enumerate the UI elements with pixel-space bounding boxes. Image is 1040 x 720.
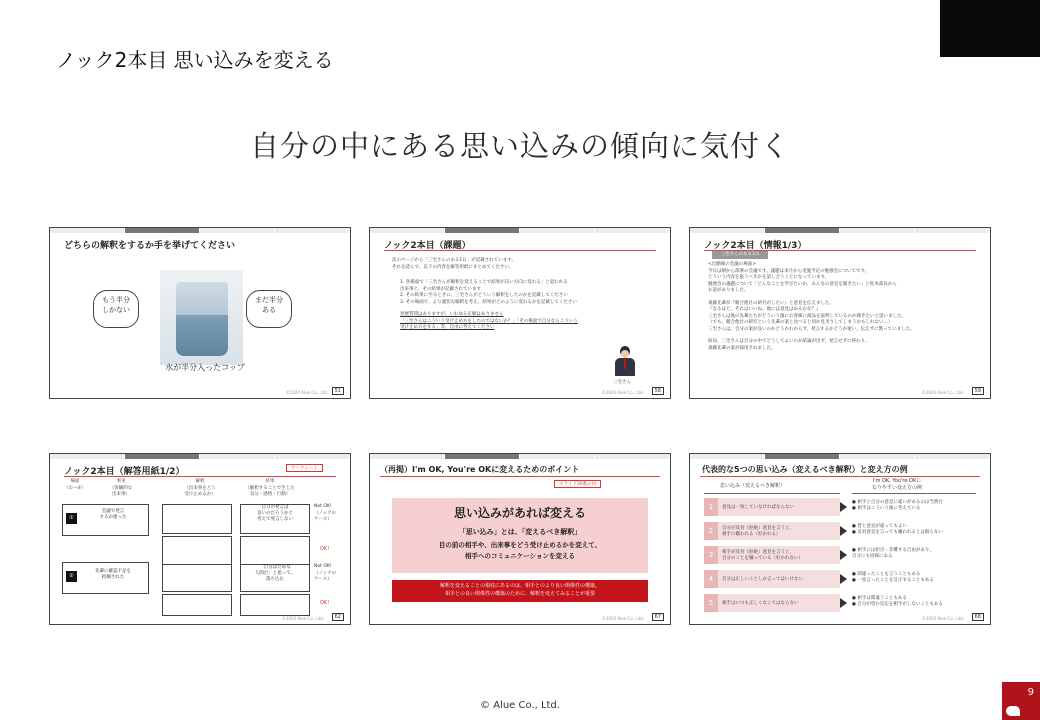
- row-number: 4: [704, 570, 718, 588]
- belief-text: 相手はいつも正しくなくてはならない: [722, 601, 799, 606]
- reference-tag: スライド30番の再: [554, 480, 601, 488]
- slide-thumbnail-2[interactable]: [369, 227, 671, 399]
- slide-title: ノック2本目（解答用紙1/2）: [64, 467, 185, 477]
- progress-bar: [690, 454, 990, 459]
- slide-thumbnail-3[interactable]: [689, 227, 991, 399]
- list-item: 1. 各場面で「三宅さんが解釈を変えることで結果が良い方向に変わる」と思われる: [400, 280, 568, 285]
- slide-number: 62: [332, 613, 344, 621]
- slide-title: どちらの解釈をするか手を挙げてください: [64, 241, 236, 251]
- belief-row-4: [704, 570, 840, 588]
- slide-body: [392, 258, 516, 271]
- belief-row-1: [704, 498, 840, 516]
- bubble-text: しかない: [102, 306, 130, 314]
- red-note-box: [392, 580, 648, 602]
- key-point-line: 相手へのコミュニケーションを変える: [464, 552, 576, 560]
- progress-bar: [50, 454, 350, 459]
- page-header: ノック2本目 思い込みを変える: [56, 48, 334, 72]
- row-2-number: ②: [66, 571, 77, 582]
- slide-footer: ©2020 Alue Co., Ltd.: [281, 616, 324, 621]
- key-point-line: 目の前の相手や、出来事をどう受け止めるかを変えて、: [438, 541, 602, 549]
- row-2-result: 「自分はだめな 人間だ」と思って、 落ち込む: [240, 564, 310, 592]
- slide-footer: ©2020 Alue Co., Ltd.: [921, 390, 964, 395]
- story-line: 『なるほど。それはいいね。他には意見はあるかな？』: [708, 307, 821, 312]
- story-line: （でも、競合他社の研究という先輩の案と比べると何か見劣りしてしまうかもしれない…）: [708, 320, 893, 325]
- right-column-header: I'm OK, You're OKに なりやすい変え方の例: [872, 478, 923, 491]
- copyright: © Alue Co., Ltd.: [480, 700, 560, 711]
- progress-bar: [50, 228, 350, 233]
- story-line: 斎藤先輩の案が採用されました。: [708, 345, 776, 351]
- row-1-interpretation-alt[interactable]: [162, 536, 232, 566]
- row-1-result: 自分の発言は 良いのだろうかと 考えて発言しない: [240, 504, 310, 534]
- arrow-right-icon: [840, 502, 847, 512]
- story-line: 今日は朝から部署の会議です。議題は来月から実施予定の勉強会についてです。: [708, 268, 870, 274]
- slide-title: ノック2本目（課題）: [384, 241, 471, 251]
- story-line: お話がありました。: [708, 288, 749, 293]
- belief-text: 自分は正しいことしか言ってはいけない: [722, 577, 803, 582]
- note-line: 「三宅さんはこういう受け止め方をしたのではないか？」「その場面で自分ならこういう: [400, 318, 578, 324]
- reframe-text: ● 相手は間違うこともある ● 自分が望む反応を相手がしないこともある: [852, 596, 943, 607]
- col-header: 解釈 （出来事をどう 受け止めるか）: [184, 479, 216, 497]
- slide-title: （再掲）I'm OK, You're OKに変えるためのポイント: [380, 465, 580, 474]
- slide-number: 59: [972, 387, 984, 395]
- corner-block: [940, 0, 1040, 57]
- progress-bar: [370, 228, 670, 233]
- slide-thumbnail-5[interactable]: [369, 453, 671, 625]
- arrow-right-icon: [840, 550, 847, 560]
- page-title: 自分の中にある思い込みの傾向に気付く: [249, 129, 790, 163]
- body-line: 次のページから「三宅さんのある1日」が記載されています。: [392, 258, 516, 263]
- red-note-line: 解釈を変えることの根底にあるのは、相手とのより良い関係性の構築。: [439, 583, 600, 589]
- note-line: 受け止め方をする」等、自由に考えてください: [400, 325, 495, 330]
- row-number: 5: [704, 594, 718, 612]
- red-note-line: 相手との良い関係性の構築のために、解釈を変えてみることが重要: [444, 591, 595, 597]
- slide-footer: ©2020 Alue Co., Ltd.: [601, 390, 644, 395]
- row-2-result-alt[interactable]: [240, 594, 310, 616]
- row-2-fact: 先輩に確認不足を 指摘された: [84, 567, 142, 591]
- list-item: 3. その場面で、より適切な解釈を考え、結果がどのように変わるかを記載してください: [400, 299, 577, 305]
- list-item: 出来事と、その結果が記載されています: [400, 286, 481, 292]
- note-line: 発展質問はありますが、いわゆる正解はありません: [400, 312, 504, 317]
- row-1-ng: Not OK! （ノックの ケース）: [314, 504, 337, 522]
- slide-number: 67: [652, 613, 664, 621]
- left-column-header: 思い込み（変えるべき解釈）: [720, 483, 786, 489]
- person-label: 三宅さん: [613, 380, 631, 385]
- row-1-result-alt[interactable]: [240, 536, 310, 566]
- glass-image: [160, 270, 243, 365]
- arrow-right-icon: [840, 574, 847, 584]
- person-illustration: [613, 346, 637, 382]
- row-1-fact: 会議で発言 するか迷った: [84, 507, 142, 531]
- row-2-interpretation-alt[interactable]: [162, 594, 232, 616]
- row-2-ok: OK!: [320, 600, 330, 606]
- slide-thumbnail-6[interactable]: [689, 453, 991, 625]
- arrow-right-icon: [840, 526, 847, 536]
- slide-title: 代表的な5つの思い込み（変えるべき解釈）と変え方の例: [702, 465, 908, 474]
- row-1-number: ①: [66, 513, 77, 524]
- row-number: 2: [704, 522, 718, 540]
- slide-number: 68: [972, 613, 984, 621]
- belief-text: 自分が反対（拒絶）意見を言うと、 相手に嫌われる（好かれる）: [722, 526, 794, 537]
- story-line: 三宅さんは他の先輩たちがどういう風にお客様に商品を説明しているのか聞きたいと思いました。: [708, 313, 906, 319]
- row-number: 3: [704, 546, 718, 564]
- progress-bar: [370, 454, 670, 459]
- reframe-text: ● 間違ったことを言うこともある ● 一度言ったことを訂正することもある: [852, 572, 934, 583]
- slide-footer: ©2020 Alue Co., Ltd.: [921, 616, 964, 621]
- body-line: それを読んで、以下の内容を解答用紙にまとめてください。: [392, 264, 514, 270]
- story-line: 結局、三宅さんは自分の中でどうしてよいのか結論が出ず、発言せずに終わり、: [708, 339, 870, 344]
- row-2-ng: Not OK! （ノックの ケース）: [314, 564, 337, 582]
- slide-thumbnail-1[interactable]: [49, 227, 351, 399]
- bubble-text: もう半分: [102, 296, 130, 304]
- slide-number: 58: [652, 387, 664, 395]
- row-number: 1: [704, 498, 718, 516]
- story-line: 斎藤先輩が『競合他社の研究がしたい』と意見を伝えました。: [708, 300, 834, 306]
- list-item: 2. その結果に至るときに、三宅さんがどういう解釈をしたのかを記載してください: [400, 293, 568, 298]
- belief-text: 相手が反対（拒絶）意見を言うと、 自分のことを嫌っている（好かれない）: [722, 550, 803, 561]
- slide-footer: ©2020 Alue Co., Ltd.: [285, 390, 328, 395]
- reframe-text: ● 相手には拒否・非難する自由があり、 自分にも同様にある: [852, 548, 934, 559]
- key-point-box: [392, 498, 648, 573]
- worksheet-tag: ワークシート: [286, 464, 323, 472]
- story-line: 三宅さんは、自分の案が良いのかどうかわからず、発言するかどうか迷い、伝えずに黙っていました。: [708, 326, 915, 332]
- col-header: 事実 （客観的な 出来事）: [109, 479, 133, 497]
- page-number: 9: [1027, 687, 1034, 698]
- left-speech-bubble: [93, 290, 139, 328]
- bubble-text: まだ半分: [255, 296, 283, 304]
- slide-thumbnail-4[interactable]: [49, 453, 351, 625]
- key-point-line: 「思い込み」とは、「変えるべき解釈」: [458, 528, 582, 536]
- story-text: [708, 262, 915, 352]
- slide-number: 51: [332, 387, 344, 395]
- story-line: <出勤後の会議の場面>: [708, 262, 757, 267]
- logo-icon: [1006, 706, 1020, 716]
- image-caption: 水が半分入ったコップ: [165, 363, 245, 372]
- story-badge: 三宅さんのある1日: [712, 251, 768, 259]
- bubble-text: ある: [262, 306, 276, 314]
- row-1-interpretation[interactable]: [162, 504, 232, 534]
- reframe-text: ● 相手と自分の意見に違いがあるのは当然だ ● 相手はこういう風に考えている: [852, 500, 943, 511]
- row-2-interpretation[interactable]: [162, 564, 232, 592]
- reframe-text: ● 皆と意見が違ってもよい ● 反対意見を言っても嫌われるとは限らない: [852, 524, 943, 535]
- story-line: 勉強会の議題について「どんなことを学びたいか、みんなの意見を聞きたい」と松本部長から: [708, 281, 897, 287]
- note: [400, 312, 578, 332]
- row-1-ok: OK!: [320, 546, 330, 552]
- col-header: 場面 （①〜⑤）: [64, 479, 86, 491]
- story-line: どういう内容を扱うべきかを話し合うことになっています。: [708, 275, 830, 280]
- belief-text: 意見は一致していなければならない: [722, 505, 794, 510]
- page-number-badge: [1002, 682, 1040, 720]
- arrow-right-icon: [840, 598, 847, 608]
- progress-bar: [690, 228, 990, 233]
- task-list: [400, 280, 577, 306]
- key-point-heading: 思い込みがあれば変える: [453, 506, 586, 520]
- belief-row-3: [704, 546, 840, 564]
- slide-footer: ©2020 Alue Co., Ltd.: [601, 616, 644, 621]
- slide-title: ノック2本目（情報1/3）: [704, 241, 807, 251]
- col-header: 結果 （解釈することで生じた 気分・感情・行動）: [245, 479, 295, 497]
- belief-row-5: [704, 594, 840, 612]
- belief-row-2: [704, 522, 840, 540]
- right-speech-bubble: [246, 290, 292, 328]
